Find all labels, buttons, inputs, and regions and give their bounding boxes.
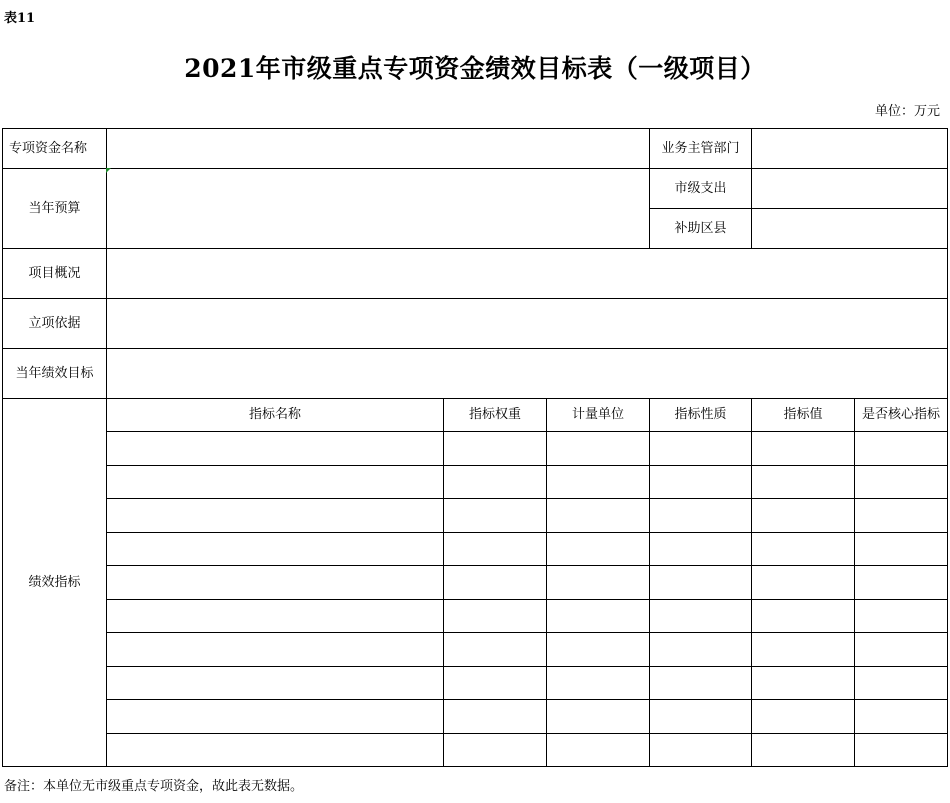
- indicator-cell-indicator-nature[interactable]: [650, 499, 752, 533]
- indicator-cell-indicator-value[interactable]: [752, 499, 855, 533]
- indicator-cell-indicator-weight[interactable]: [444, 432, 547, 466]
- col-indicator-value: 指标值: [752, 399, 855, 432]
- goal-label: 当年绩效目标: [3, 349, 107, 399]
- indicator-cell-indicator-name[interactable]: [107, 700, 444, 734]
- indicator-cell-measure-unit[interactable]: [547, 432, 650, 466]
- overview-value[interactable]: [107, 249, 948, 299]
- indicator-cell-is-core[interactable]: [855, 733, 948, 767]
- dept-label: 业务主管部门: [650, 129, 752, 169]
- indicator-cell-indicator-weight[interactable]: [444, 733, 547, 767]
- goal-value[interactable]: [107, 349, 948, 399]
- col-indicator-nature: 指标性质: [650, 399, 752, 432]
- indicator-cell-is-core[interactable]: [855, 599, 948, 633]
- page-title: 2021年市级重点专项资金绩效目标表（一级项目）: [184, 54, 766, 83]
- indicator-header-row: [3, 399, 948, 432]
- indicator-cell-measure-unit[interactable]: [547, 465, 650, 499]
- cell-comment-marker: [106, 168, 111, 173]
- indicator-cell-indicator-name[interactable]: [107, 666, 444, 700]
- indicator-row: [3, 499, 948, 533]
- indicator-cell-measure-unit[interactable]: [547, 532, 650, 566]
- budget-row: [3, 169, 948, 209]
- indicator-cell-indicator-name[interactable]: [107, 432, 444, 466]
- indicator-cell-measure-unit[interactable]: [547, 599, 650, 633]
- indicator-cell-measure-unit[interactable]: [547, 666, 650, 700]
- indicator-cell-is-core[interactable]: [855, 633, 948, 667]
- indicators-label: 绩效指标: [3, 399, 107, 767]
- indicator-row: [3, 733, 948, 767]
- indicator-row: [3, 465, 948, 499]
- indicator-cell-is-core[interactable]: [855, 465, 948, 499]
- performance-goal-table: [2, 128, 948, 767]
- col-indicator-weight: 指标权重: [444, 399, 547, 432]
- indicator-cell-measure-unit[interactable]: [547, 733, 650, 767]
- basis-row: [3, 299, 948, 349]
- fund-name-value[interactable]: [107, 129, 650, 169]
- district-subsidy-value[interactable]: [752, 209, 948, 249]
- indicator-cell-indicator-value[interactable]: [752, 633, 855, 667]
- indicator-cell-indicator-name[interactable]: [107, 465, 444, 499]
- budget-label: 当年预算: [3, 169, 107, 249]
- table-number: 表11: [4, 11, 36, 26]
- fund-name-label: 专项资金名称: [3, 129, 107, 169]
- indicator-row: [3, 633, 948, 667]
- indicator-cell-is-core[interactable]: [855, 532, 948, 566]
- indicator-cell-is-core[interactable]: [855, 499, 948, 533]
- indicator-cell-indicator-nature[interactable]: [650, 666, 752, 700]
- indicator-row: [3, 700, 948, 734]
- footer-note: 备注：本单位无市级重点专项资金，故此表无数据。: [4, 779, 304, 794]
- indicator-cell-is-core[interactable]: [855, 666, 948, 700]
- indicator-cell-indicator-name[interactable]: [107, 633, 444, 667]
- basis-value[interactable]: [107, 299, 948, 349]
- overview-label: 项目概况: [3, 249, 107, 299]
- indicator-cell-measure-unit[interactable]: [547, 700, 650, 734]
- indicator-cell-indicator-name[interactable]: [107, 532, 444, 566]
- indicator-cell-indicator-value[interactable]: [752, 700, 855, 734]
- indicator-cell-indicator-value[interactable]: [752, 566, 855, 600]
- indicator-row: [3, 532, 948, 566]
- indicator-cell-indicator-weight[interactable]: [444, 566, 547, 600]
- indicator-cell-indicator-nature[interactable]: [650, 733, 752, 767]
- indicator-cell-indicator-weight[interactable]: [444, 499, 547, 533]
- col-indicator-name: 指标名称: [107, 399, 444, 432]
- indicator-cell-indicator-nature[interactable]: [650, 465, 752, 499]
- fund-name-row: [3, 129, 948, 169]
- indicator-cell-indicator-nature[interactable]: [650, 633, 752, 667]
- indicator-cell-indicator-name[interactable]: [107, 499, 444, 533]
- indicator-cell-indicator-weight[interactable]: [444, 700, 547, 734]
- indicator-cell-measure-unit[interactable]: [547, 499, 650, 533]
- dept-value[interactable]: [752, 129, 948, 169]
- indicator-cell-indicator-nature[interactable]: [650, 532, 752, 566]
- indicator-cell-indicator-value[interactable]: [752, 432, 855, 466]
- indicator-cell-indicator-name[interactable]: [107, 599, 444, 633]
- district-subsidy-label: 补助区县: [650, 209, 752, 249]
- basis-label: 立项依据: [3, 299, 107, 349]
- city-expense-label: 市级支出: [650, 169, 752, 209]
- indicator-cell-indicator-weight[interactable]: [444, 599, 547, 633]
- indicator-cell-indicator-value[interactable]: [752, 465, 855, 499]
- indicator-cell-indicator-name[interactable]: [107, 566, 444, 600]
- indicator-cell-is-core[interactable]: [855, 700, 948, 734]
- budget-value[interactable]: [107, 169, 650, 249]
- indicator-row: [3, 432, 948, 466]
- indicator-cell-indicator-weight[interactable]: [444, 666, 547, 700]
- indicator-cell-indicator-value[interactable]: [752, 666, 855, 700]
- col-is-core: 是否核心指标: [855, 399, 948, 432]
- indicator-row: [3, 566, 948, 600]
- indicator-cell-indicator-weight[interactable]: [444, 532, 547, 566]
- indicator-cell-is-core[interactable]: [855, 432, 948, 466]
- indicator-cell-measure-unit[interactable]: [547, 633, 650, 667]
- indicator-cell-indicator-value[interactable]: [752, 532, 855, 566]
- indicator-cell-measure-unit[interactable]: [547, 566, 650, 600]
- indicator-cell-indicator-nature[interactable]: [650, 599, 752, 633]
- indicator-cell-indicator-name[interactable]: [107, 733, 444, 767]
- indicator-cell-is-core[interactable]: [855, 566, 948, 600]
- overview-row: [3, 249, 948, 299]
- indicator-cell-indicator-weight[interactable]: [444, 465, 547, 499]
- indicator-row: [3, 666, 948, 700]
- indicator-cell-indicator-value[interactable]: [752, 733, 855, 767]
- indicator-row: [3, 599, 948, 633]
- city-expense-value[interactable]: [752, 169, 948, 209]
- unit-label: 单位：万元: [874, 104, 940, 119]
- indicator-cell-indicator-weight[interactable]: [444, 633, 547, 667]
- indicator-cell-indicator-nature[interactable]: [650, 432, 752, 466]
- indicator-cell-indicator-value[interactable]: [752, 599, 855, 633]
- col-measure-unit: 计量单位: [547, 399, 650, 432]
- indicator-cell-indicator-nature[interactable]: [650, 566, 752, 600]
- indicator-cell-indicator-nature[interactable]: [650, 700, 752, 734]
- goal-row: [3, 349, 948, 399]
